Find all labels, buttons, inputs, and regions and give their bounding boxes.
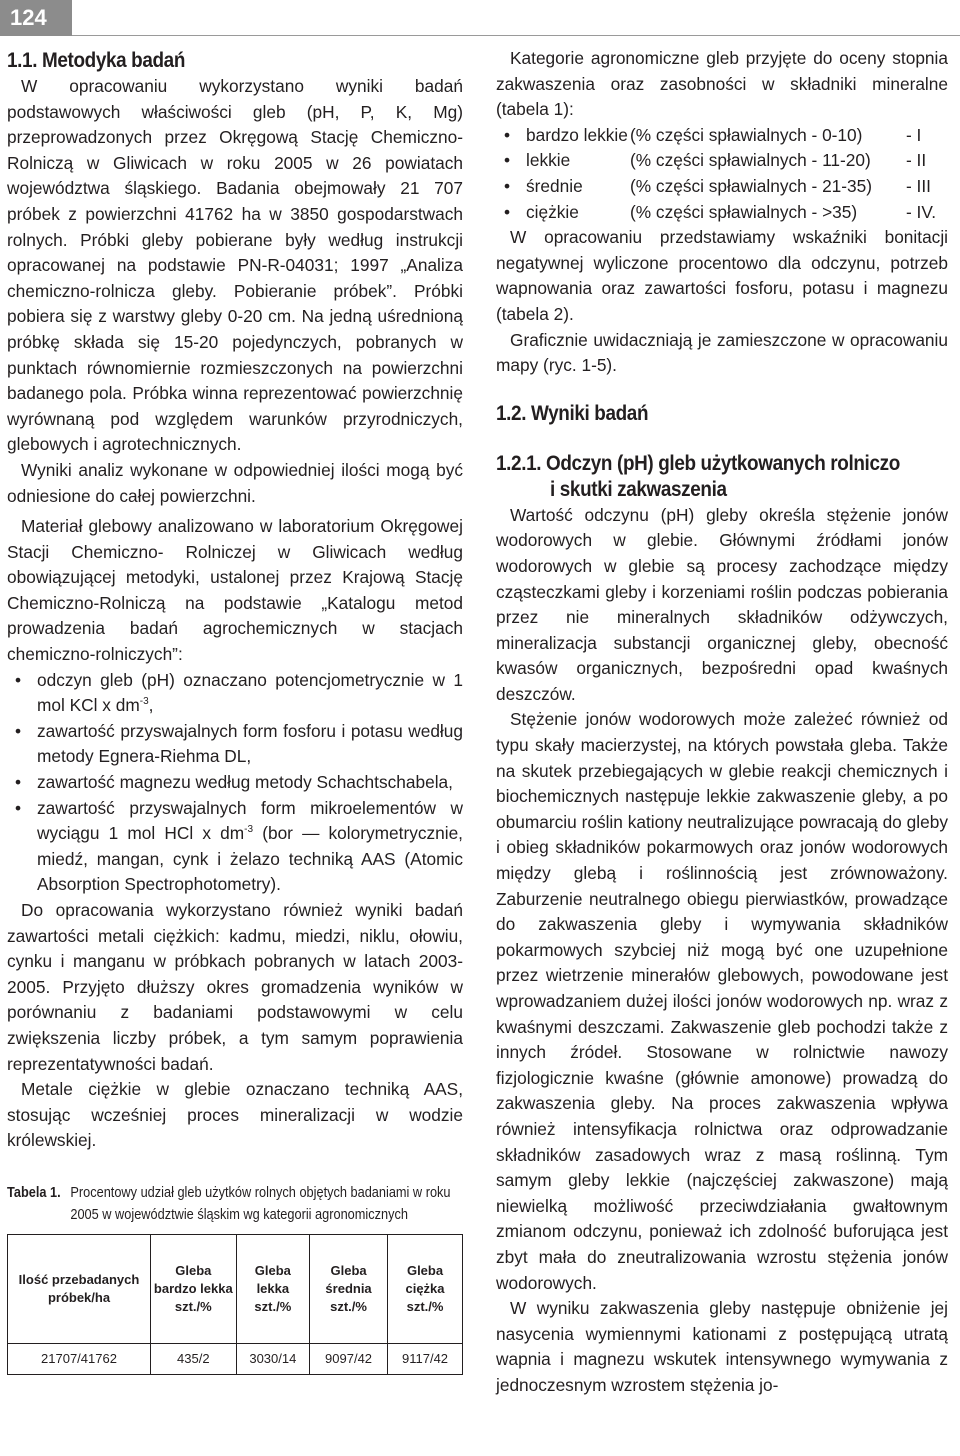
section-heading: 1.1. Metodyka badań — [7, 49, 186, 72]
table-cell: 3030/14 — [236, 1343, 309, 1374]
category-item: • średnie (% części spławialnych - 21-35) - III — [504, 174, 948, 200]
paragraph: Materiał glebowy analizowano w laboratorium Okręgowej Stacji Chemiczno- Rolniczej w Gliwicach według obowiązującej metodyki, ustalonej przez Krajową Stację Chemiczno-Rolniczą na podstawie „Katalogu metod prowadzenia badań agrochemicznych w stacjach chemiczno-rolniczych”: — [7, 516, 463, 665]
table-header-cell: Gleba ciężka szt./% — [388, 1234, 463, 1343]
table-caption — [7, 1182, 465, 1226]
table-header-cell: Gleba bardzo lekka szt./% — [151, 1234, 237, 1343]
table-cell: 9117/42 — [388, 1343, 463, 1374]
table-header-cell: Gleba lekka szt./% — [236, 1234, 309, 1343]
table-header-cell: Ilość przebadanych próbek/ha — [8, 1234, 151, 1343]
table-cell: 435/2 — [151, 1343, 237, 1374]
left-column — [7, 46, 463, 1375]
list-item: • odczyn gleb (pH) oznaczano potencjometrycznie w 1 mol KCl x $dm^{-3}$, — [7, 668, 463, 719]
section-heading: 1.2. Wyniki badań — [496, 401, 649, 425]
paragraph: Graficznie uwidaczniają je zamieszczone w opracowaniu mapy (ryc. 1-5). — [496, 329, 948, 376]
data-table — [7, 1234, 463, 1375]
table-cell: 9097/42 — [310, 1343, 388, 1374]
paragraph: Wartość odczynu (pH) gleby określa stężenie jonów wodorowych w glebie. Głównymi źródłami jonów wodorowych w glebie są procesy zachodzące między cząsteczkami gleby i korzeniami roślin podczas pobierania przez nie mineralnych składników odżywczych, mineralizacja substancji organicznej gleby, obecność kwasów organicznych, bezpośredni opad kwaśnych deszczów. — [496, 504, 948, 704]
list-item: • zawartość magnezu według metody Schachtschabela, — [7, 770, 463, 796]
paragraph: Wyniki analiz wykonane w odpowiedniej ilości mogą być odniesione do całej powierzchni. — [7, 459, 463, 506]
table-header-cell: Gleba średnia szt./% — [310, 1234, 388, 1343]
right-column — [496, 46, 948, 1399]
paragraph: Kategorie agronomiczne gleb przyjęte do oceny stopnia zakwaszenia oraz zasobności w składniki mineralne (tabela 1): — [496, 48, 948, 120]
category-item: • lekkie (% części spławialnych - 11-20) - II — [504, 148, 948, 174]
paragraph: W opracowaniu przedstawiamy wskaźniki bonitacji negatywnej wyliczone procentowo dla odczynu, potrzeb wapnowania oraz zawartości fosforu, potasu i magnezu (tabela 2). — [496, 227, 948, 324]
paragraph: W wyniku zakwaszenia gleby następuje obniżenie jej nasycenia wymiennymi kationami z postępującą utratą wapnia i magnezu wskutek intensywnego wymywania z jednoczesnym wzrostem stężenia jo- — [496, 1298, 948, 1395]
table-label: Tabela 1. — [7, 1184, 61, 1201]
table-row — [8, 1343, 463, 1374]
category-list — [496, 123, 948, 225]
table-header-row — [8, 1234, 463, 1343]
table-caption-text: Procentowy udział gleb użytków rolnych objętych badaniami w roku 2005 w województwie śląskim wg kategorii agronomicznych — [70, 1184, 451, 1223]
methods-list — [7, 668, 463, 898]
subsection-heading: 1.2.1. Odczyn (pH) gleb użytkowanych rolniczo i skutki zakwaszenia — [496, 451, 900, 501]
table-cell: 21707/41762 — [8, 1343, 151, 1374]
header-rule — [72, 35, 960, 36]
paragraph: Do opracowania wykorzystano również wyniki badań zawartości metali ciężkich: kadmu, miedzi, niklu, ołowiu, cynku i manganu w próbkach pobranych w latach 2003-2005. Przyjęto dłuższy okres gromadzenia wyników w porównaniu z badaniami podstawowymi w celu zwiększenia liczby próbek, a tym samym poprawienia reprezentatywności badań. — [7, 900, 463, 1074]
paragraph: Stężenie jonów wodorowych może zależeć również od typu skały macierzystej, na których powstała gleba. Także na skutek przebiegających w glebie reakcji chemicznych i biochemicznych następuje lekkie zakwaszenie gleby, a po obumarciu roślin kationy neutralizujące powracają do gleby i obieg składników pokarmowych oraz jonów wodorowych między glebą i roślinnością jest zrównoważony. Zaburzenie neutralnego obiegu pierwiastków, prowadzące do zakwaszenia gleby i wymywania składników pokarmowych szybciej niż mogą być one uzupełnione przez wietrzenie minerałów glebowych, powodowane jest wprowadzaniem dużej ilości jonów wodorowych np. wraz z kwaśnymi deszczami. Zakwaszenie gleb pochodzi także z innych źródeł. Stosowane w rolnictwie nawozy fizjologicznie kwaśne (głównie amonowe) prowadzą do zakwaszenia gleby. Na proces zakwaszenia wpływa również intensyfikacja rolnictwa oraz odprowadzanie składników zasadowych wraz z masą roślinną. Tym samym gleby lekkie (najczęściej zakwaszone) mają niewielką możliwość przeciwdziałania gwałtownym zmianom odczynu, ponieważ ich zdolność buforująca jest zbyt mała do zneutralizowania wzrostu stężenia jonów wodorowych. — [496, 709, 948, 1293]
category-item: • ciężkie (% części spławialnych - >35) - IV. — [504, 200, 948, 226]
paragraph: W opracowaniu wykorzystano wyniki badań podstawowych właściwości gleb (pH, P, K, Mg) przeprowadzonych przez Okręgową Stację Chemiczno-Rolniczą w Gliwicach w roku 2005 w 26 powiatach województwa śląskiego. Badania obejmowały 21 707 próbek z powierzchni 41762 ha w 3850 gospodarstwach rolnych. Próbki gleby pobierane były według instrukcji opracowanej na podstawie PN-R-04031; 1997 „Analiza chemiczno-rolnicza gleby. Pobieranie próbek”. Próbki pobiera się z warstwy gleby 0-20 cm. Na jedną uśrednioną próbkę składa się 15-20 pojedynczych, pobranych w punktach równomiernie rozmieszczonych na powierzchni badanego pola. Próbka winna reprezentować powierzchnię wyrównaną pod względem warunków przyrodniczych, glebowych i agrotechnicznych. — [7, 76, 463, 455]
list-item: • zawartość przyswajalnych form mikroelementów w wyciągu 1 mol HCl x $dm^{-3}$ (bor — kolorymetrycznie, miedź, mangan, cynk i żelazo techniką AAS (Atomic Absorption Spectrophotometry). — [7, 796, 463, 898]
paragraph: Metale ciężkie w glebie oznaczano techniką AAS, stosując wcześniej proces mineralizacji w wodzie królewskiej. — [7, 1079, 463, 1151]
list-item: • zawartość przyswajalnych form fosforu i potasu według metody Egnera-Riehma DL, — [7, 719, 463, 770]
page-number: 124 — [0, 0, 72, 36]
category-item: • bardzo lekkie (% części spławialnych - 0-10) - I — [504, 123, 948, 149]
